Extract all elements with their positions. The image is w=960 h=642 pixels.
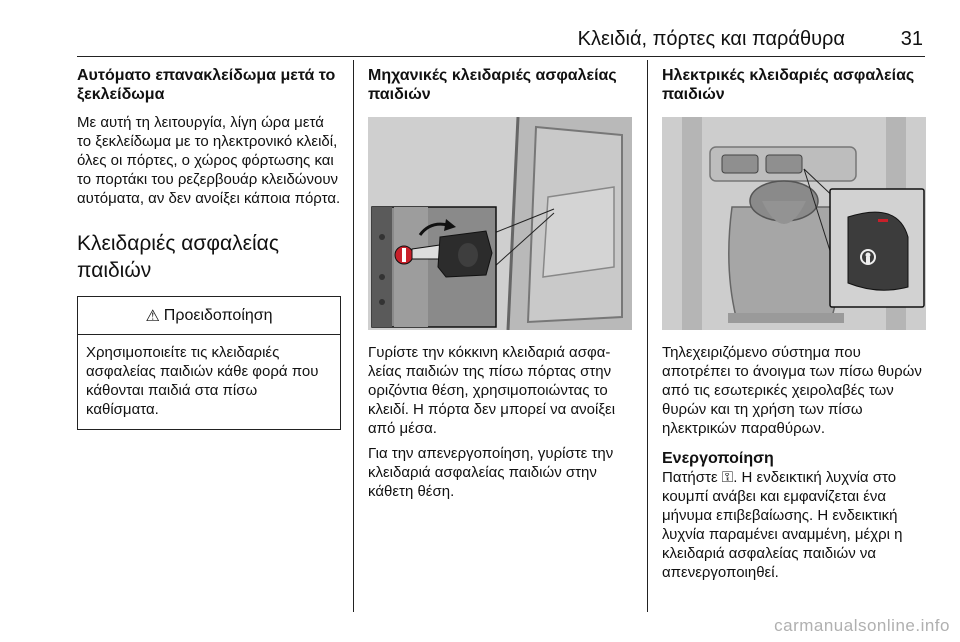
watermark: carmanualsonline.info <box>774 616 950 635</box>
warning-icon: ⚠ <box>145 307 160 325</box>
center-console-illustration <box>662 117 926 330</box>
page-number: 31 <box>900 28 923 50</box>
warning-title: Προειδοποίηση <box>163 306 273 324</box>
column-2 <box>368 66 632 501</box>
column-1 <box>77 66 341 430</box>
chapter-title: Κλειδιά, πόρτες και παράθυρα <box>577 28 845 50</box>
console-svg <box>662 117 926 330</box>
page-header <box>77 28 925 54</box>
electric-locks-heading: Ηλεκτρικές κλειδαριές ασφαλείας παιδιών <box>662 67 915 103</box>
auto-relock-heading: Αυτόματο επανακλείδωμα μετά το ξεκλείδωμα <box>77 67 336 103</box>
door-lock-illustration <box>368 117 632 330</box>
warning-header <box>78 297 340 335</box>
door-lock-svg <box>368 117 632 330</box>
auto-relock-text: Με αυτή τη λειτουργία, λίγη ώρα μετά το ξεκλείδωμα με το ηλεκτρονικό κλειδί, όλες οι πόρτες, ο χώρος φόρτωσης και το πορτάκι του ρεζερβουάρ κλειδώνουν αυτόματα, αν δεν ανοίξει κάποια πόρτα. <box>77 114 341 207</box>
warning-box <box>77 296 341 430</box>
header-rule <box>77 56 925 57</box>
warning-text: Χρησιμοποιείτε τις κλειδαριές ασφαλείας παιδιών κάθε φορά που κάθονται παιδιά στα πίσω καθίσματα. <box>86 344 319 418</box>
mechanical-locks-heading: Μηχανικές κλειδαριές ασφαλείας παιδιών <box>368 67 617 103</box>
column-divider <box>353 60 354 612</box>
electric-locks-description: Τηλεχειριζόμενο σύστημα που αποτρέπει το άνοιγμα των πίσω θυρών από τις εσωτερικές χειρολαβές των θυρών και τη χρήση των πίσω ηλεκτρικών παραθύρων. <box>662 344 922 437</box>
column-3 <box>662 66 926 582</box>
column-divider <box>647 60 648 612</box>
mechanical-locks-instructions: Γυρίστε την κόκκινη κλειδαριά ασφαλείας παιδιών της πίσω πόρτας στην οριζόντια θέση, χρησιμοποιώντας το κλειδί. Η πόρτα δεν μπορεί να ανοίξει από μέσα. <box>368 344 616 437</box>
mechanical-locks-deactivate: Για την απενεργοποίηση, γυρίστε την κλειδαριά ασφαλείας παιδιών στην κάθετη θέση. <box>368 445 614 500</box>
activation-heading: Ενεργοποίηση <box>662 450 774 467</box>
child-locks-heading: Κλειδαριές ασφαλείας παιδιών <box>77 232 279 282</box>
activation-text: Πατήστε ⚿. Η ενδεικτική λυχνία στο κουμπί ανάβει και εμφανίζεται ένα μήνυμα επιβεβαίωσης. Η ενδεικτική λυχνία παραμένει αναμμένη, μέχρι η κλειδαριά ασφαλείας παιδιών να απενεργοποιηθεί. <box>662 469 903 581</box>
